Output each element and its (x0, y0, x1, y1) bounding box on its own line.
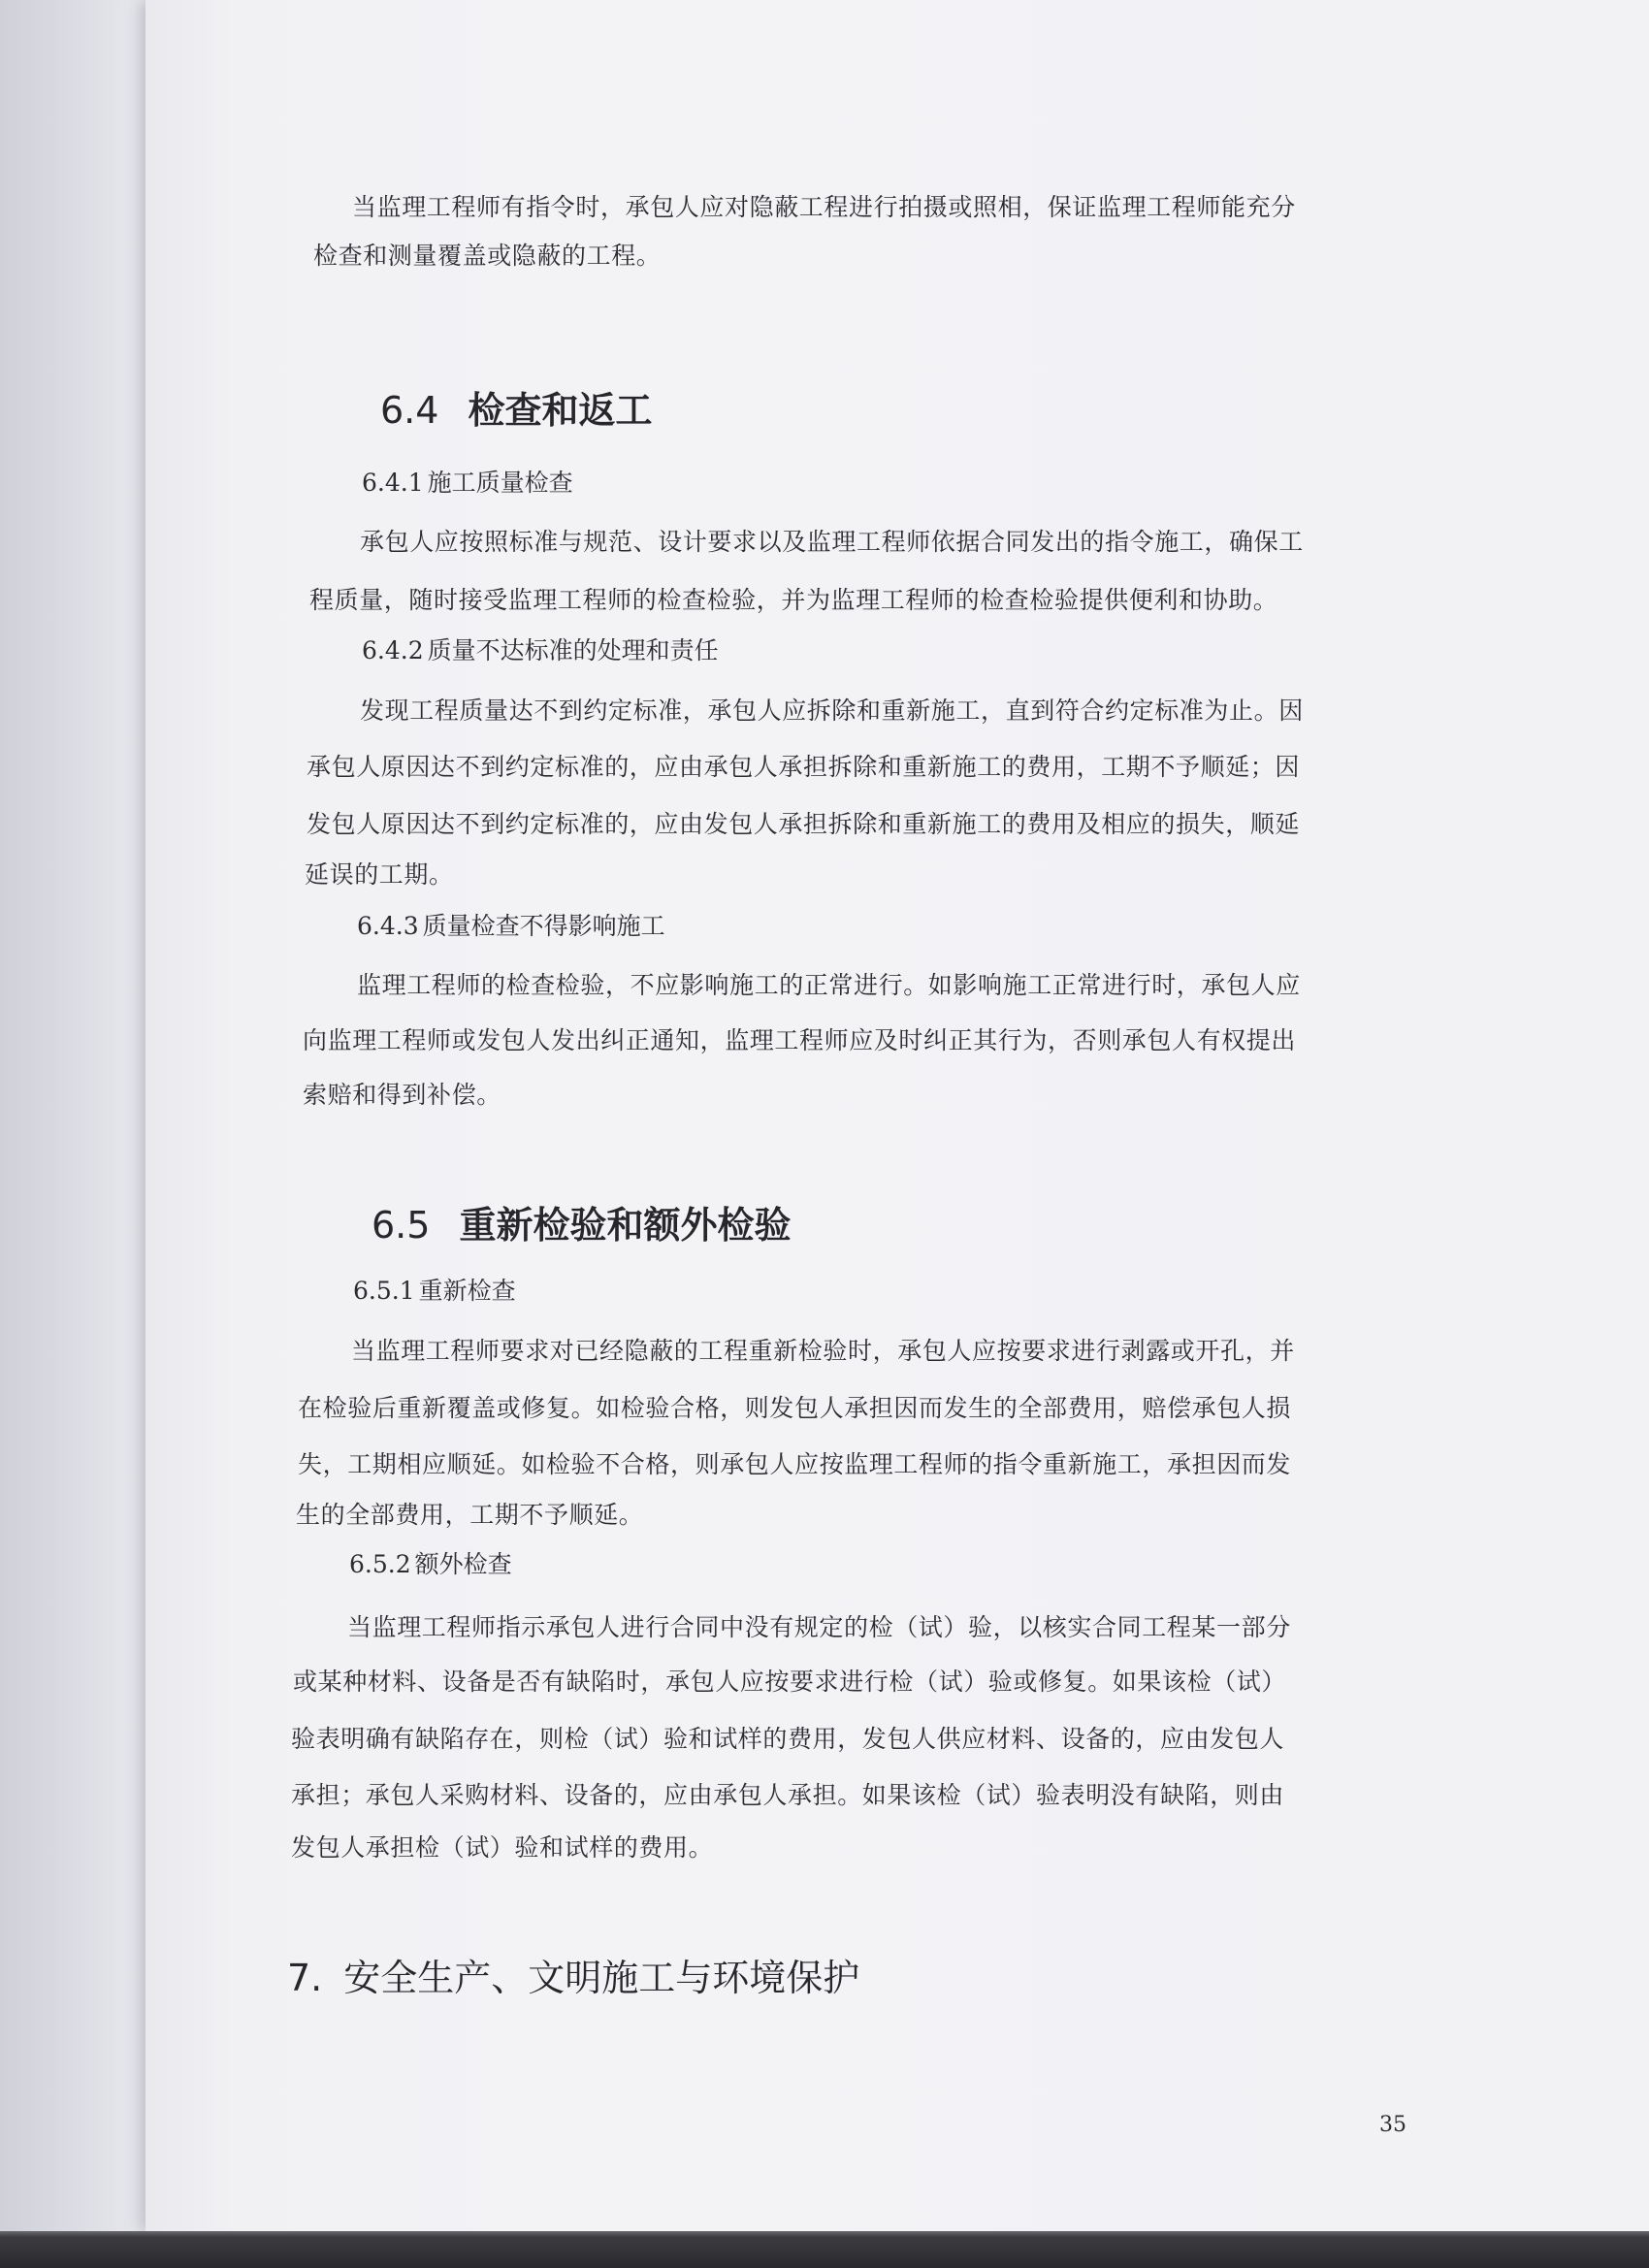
paragraph-line: 发包人承担检（试）验和试样的费用。 (291, 1833, 714, 1862)
subsection-title: 额外检查 (414, 1550, 512, 1578)
subsection-title: 施工质量检查 (427, 469, 573, 497)
paragraph-line: 向监理工程师或发包人发出纠正通知，监理工程师应及时纠正其行为，否则承包人有权提出 (303, 1026, 1297, 1054)
paragraph-line: 承包人应按照标准与规范、设计要求以及监理工程师依据合同发出的指令施工，确保工 (360, 528, 1304, 556)
subsection-number: 6.5.2 (349, 1550, 411, 1578)
paragraph-line: 当监理工程师要求对已经隐蔽的工程重新检验时，承包人应按要求进行剥露或开孔，并 (351, 1337, 1295, 1365)
subsection-heading-6-5-2 (349, 1545, 512, 1580)
paragraph-line: 验表明确有缺陷存在，则检（试）验和试样的费用，发包人供应材料、设备的，应由发包人 (291, 1725, 1285, 1753)
paragraph-line: 承包人原因达不到约定标准的，应由承包人承担拆除和重新施工的费用，工期不予顺延；因 (307, 753, 1301, 781)
page-number: 35 (1379, 2113, 1406, 2137)
paragraph-line: 索赔和得到补偿。 (303, 1081, 501, 1109)
intro-line-2: 检查和测量覆盖或隐蔽的工程。 (313, 242, 662, 270)
subsection-heading-6-4-2 (362, 632, 719, 666)
section-number: 7. (287, 1957, 323, 1999)
subsection-heading-6-4-1 (362, 464, 573, 499)
subsection-title: 质量检查不得影响施工 (422, 912, 665, 940)
section-heading-7 (287, 1948, 859, 2001)
subsection-title: 质量不达标准的处理和责任 (427, 636, 719, 664)
section-heading-6-4 (380, 380, 652, 434)
section-heading-6-5 (372, 1195, 791, 1248)
section-number: 6.5 (372, 1204, 431, 1247)
subsection-title: 重新检查 (418, 1277, 516, 1305)
paragraph-line: 当监理工程师指示承包人进行合同中没有规定的检（试）验，以核实合同工程某一部分 (347, 1613, 1291, 1641)
subsection-heading-6-4-3 (357, 907, 665, 942)
paragraph-line: 监理工程师的检查检验，不应影响施工的正常进行。如影响施工正常进行时，承包人应 (357, 971, 1301, 999)
intro-line-1: 当监理工程师有指令时，承包人应对隐蔽工程进行拍摄或照相，保证监理工程师能充分 (352, 193, 1296, 221)
paragraph-line: 在检验后重新覆盖或修复。如检验合格，则发包人承担因而发生的全部费用，赔偿承包人损 (298, 1394, 1292, 1422)
paragraph-line: 发包人原因达不到约定标准的，应由发包人承担拆除和重新施工的费用及相应的损失，顺延 (307, 810, 1301, 838)
subsection-number: 6.4.2 (362, 636, 424, 664)
subsection-number: 6.5.1 (353, 1277, 415, 1305)
section-title: 重新检验和额外检验 (459, 1204, 792, 1247)
paragraph-line: 生的全部费用，工期不予顺延。 (296, 1501, 644, 1529)
paragraph-line: 延误的工期。 (305, 860, 454, 889)
section-number: 6.4 (380, 389, 439, 432)
paragraph-line: 发现工程质量达不到约定标准，承包人应拆除和重新施工，直到符合约定标准为止。因 (360, 697, 1304, 725)
section-title: 安全生产、文明施工与环境保护 (343, 1957, 860, 1999)
subsection-number: 6.4.3 (357, 912, 419, 940)
paragraph-line: 失，工期相应顺延。如检验不合格，则承包人应按监理工程师的指令重新施工，承担因而发 (298, 1450, 1292, 1478)
paragraph-line: 程质量，随时接受监理工程师的检查检验，并为监理工程师的检查检验提供便利和协助。 (309, 586, 1278, 614)
section-title: 检查和返工 (468, 389, 653, 432)
subsection-heading-6-5-1 (353, 1272, 516, 1307)
paragraph-line: 或某种材料、设备是否有缺陷时，承包人应按要求进行检（试）验或修复。如果该检（试） (293, 1668, 1287, 1696)
subsection-number: 6.4.1 (362, 469, 424, 497)
paragraph-line: 承担；承包人采购材料、设备的，应由承包人承担。如果该检（试）验表明没有缺陷，则由 (291, 1781, 1285, 1809)
